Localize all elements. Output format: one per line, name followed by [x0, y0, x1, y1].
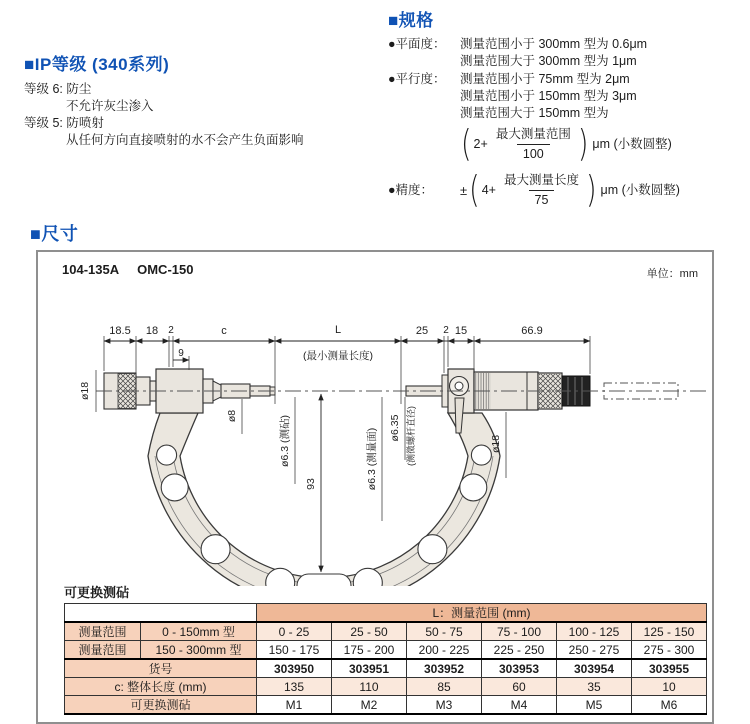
table-cell: 303952	[407, 659, 482, 678]
dim-note: (最小测量长度)	[303, 350, 373, 362]
dia-label: ø6.3 (测量面)	[366, 427, 378, 491]
table-band-header: L：测量范围 (mm)	[257, 604, 707, 623]
frame-hole	[157, 445, 177, 465]
dia-label: ø6.35	[389, 414, 401, 442]
table-cell: 275 - 300	[632, 641, 707, 660]
table-row	[65, 641, 707, 660]
dim-label: 93	[305, 478, 317, 490]
formula-term: 4+	[481, 182, 496, 197]
formula-paren: (	[461, 123, 472, 165]
table-cell: M3	[407, 696, 482, 715]
table-cell: 35	[557, 678, 632, 696]
formula-paren: )	[577, 123, 589, 165]
dim-label: 15	[454, 325, 468, 337]
spec-accuracy	[388, 168, 744, 213]
dia-label: ø18	[79, 381, 91, 401]
parallelism-formula	[460, 124, 672, 164]
spec-line: 测量范围小于 300mm 型为 0.6μm	[460, 37, 648, 51]
dim-label: 2	[168, 325, 174, 336]
dimensions-heading: ■尺寸	[30, 224, 79, 244]
fraction-numerator: 最大测量长度	[503, 172, 579, 187]
ip-line: 等级 5: 防喷射	[24, 116, 104, 130]
specifications-section	[388, 6, 744, 214]
table-row	[65, 678, 707, 696]
table-cell: 75 - 100	[482, 622, 557, 641]
spec-line: 测量范围大于 300mm 型为 1μm	[460, 54, 637, 68]
dim-label: 18	[145, 325, 159, 337]
ip-rating-heading: ■IP等级 (340系列)	[24, 55, 170, 74]
dia-note: (测微螺杆直径)	[406, 406, 416, 466]
table-cell: 250 - 275	[557, 641, 632, 660]
spec-flatness	[388, 36, 744, 70]
table-label: 测量范围	[65, 622, 141, 641]
table-cell: M2	[332, 696, 407, 715]
frame-hole	[460, 474, 487, 501]
fraction-denominator: 75	[529, 190, 555, 209]
spec-line: 测量范围小于 150mm 型为 3μm	[460, 89, 637, 103]
model-name: OMC-150	[137, 262, 194, 277]
ip-line: 不允许灰尘渗入	[66, 99, 154, 113]
spec-parallelism-label: ●平行度：	[388, 72, 446, 86]
model-code: 104-135A	[62, 262, 120, 277]
formula-fraction	[500, 172, 583, 209]
fraction-denominator: 100	[517, 144, 550, 163]
table-cell: 0 - 25	[257, 622, 332, 641]
micrometer-drawing	[38, 286, 712, 586]
formula-fraction	[492, 126, 575, 163]
table-label: c: 整体长度 (mm)	[65, 678, 257, 696]
dim-label: L	[334, 324, 342, 336]
table-cell: 110	[332, 678, 407, 696]
dia-label: ø8	[226, 409, 238, 423]
table-cell: 303955	[632, 659, 707, 678]
table-cell: 200 - 225	[407, 641, 482, 660]
table-band-row	[65, 604, 707, 623]
table-cell: M1	[257, 696, 332, 715]
table-cell: 135	[257, 678, 332, 696]
table-cell: 85	[407, 678, 482, 696]
frame-outline	[148, 413, 500, 586]
table-label: 可更换测砧	[65, 696, 257, 715]
table-cell: 303953	[482, 659, 557, 678]
table-cell: 225 - 250	[482, 641, 557, 660]
table-cell: 100 - 125	[557, 622, 632, 641]
ip-rating-section	[24, 50, 384, 149]
table-row	[65, 696, 707, 715]
formula-paren: )	[585, 169, 597, 211]
spec-parallelism	[388, 71, 744, 167]
table-label: 测量范围	[65, 641, 141, 660]
dim-label: 2	[443, 325, 449, 336]
dia-label: ø18	[490, 434, 502, 454]
table-cell: 125 - 150	[632, 622, 707, 641]
dia-label: ø6.3 (测砧)	[279, 415, 291, 467]
spec-line: 测量范围小于 75mm 型为 2μm	[460, 72, 630, 86]
spec-flatness-label: ●平面度：	[388, 37, 446, 51]
table-cell: 10	[632, 678, 707, 696]
table-cell: 303951	[332, 659, 407, 678]
ip-line: 从任何方向直接喷射的水不会产生负面影响	[66, 133, 304, 147]
formula-paren: (	[469, 169, 480, 211]
spec-accuracy-label: ●精度：	[388, 183, 434, 197]
table-label: 150 - 300mm 型	[141, 641, 257, 660]
table-cell: 303950	[257, 659, 332, 678]
spec-line: 测量范围大于 150mm 型为	[460, 106, 609, 120]
fraction-numerator: 最大测量范围	[495, 126, 571, 141]
accuracy-formula	[460, 170, 680, 210]
table-row	[65, 659, 707, 678]
table-label: 0 - 150mm 型	[141, 622, 257, 641]
frame-slot	[297, 574, 351, 586]
formula-term: 2+	[473, 136, 488, 151]
table-row	[65, 622, 707, 641]
dim-label: 9	[178, 348, 184, 359]
table-cell: 175 - 200	[332, 641, 407, 660]
unit-label: 单位：mm	[646, 268, 698, 280]
table-cell: 25 - 50	[332, 622, 407, 641]
frame-hole	[418, 535, 447, 564]
formula-suffix: μm (小数圆整)	[600, 182, 680, 197]
ip-line: 等级 6: 防尘	[24, 82, 92, 96]
table-cell: M5	[557, 696, 632, 715]
formula-prefix: ±	[460, 182, 468, 198]
frame-hole	[471, 445, 491, 465]
dim-label: 18.5	[109, 325, 131, 337]
specifications-heading: ■规格	[388, 11, 434, 30]
dim-label: 66.9	[521, 325, 543, 337]
model-label	[62, 262, 211, 277]
table-cell: 303954	[557, 659, 632, 678]
table-cell: 150 - 175	[257, 641, 332, 660]
formula-suffix: μm (小数圆整)	[592, 136, 672, 151]
dim-label: 25	[415, 325, 429, 337]
anvil-table	[64, 603, 707, 715]
frame-hole	[161, 474, 188, 501]
table-cell: 60	[482, 678, 557, 696]
table-cell: M6	[632, 696, 707, 715]
frame-hole	[201, 535, 230, 564]
dimensions-box	[36, 250, 714, 724]
table-cell: 50 - 75	[407, 622, 482, 641]
table-label: 货号	[65, 659, 257, 678]
dim-label: c	[221, 325, 227, 337]
interchangeable-anvil-title: 可更换测砧	[64, 585, 130, 600]
table-cell: M4	[482, 696, 557, 715]
